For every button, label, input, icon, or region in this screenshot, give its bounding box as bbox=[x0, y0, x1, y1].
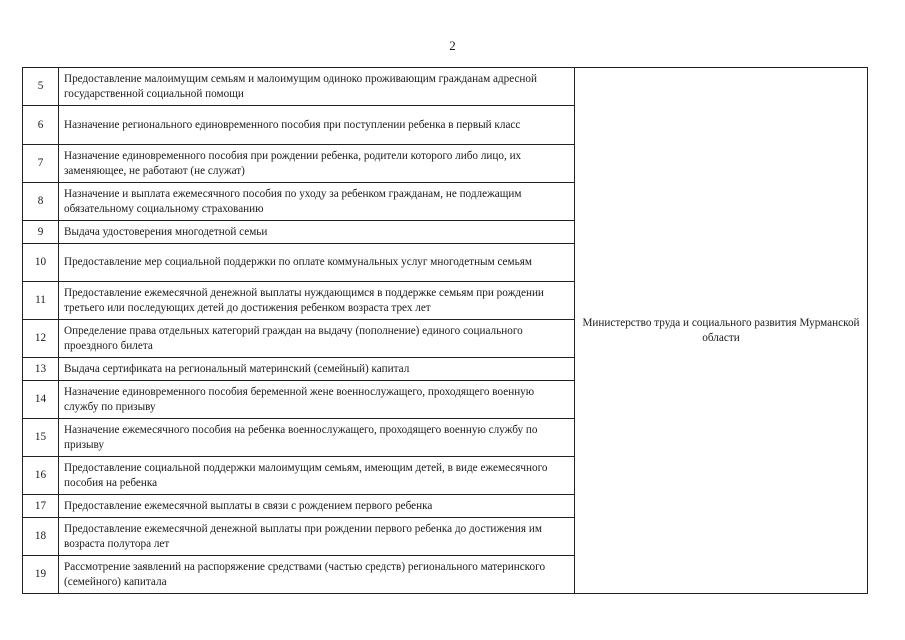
row-number: 14 bbox=[23, 381, 59, 419]
row-number: 10 bbox=[23, 244, 59, 282]
service-name: Выдача сертификата на региональный материнский (семейный) капитал bbox=[59, 358, 575, 381]
row-number: 16 bbox=[23, 457, 59, 495]
service-name: Рассмотрение заявлений на распоряжение средствами (частью средств) регионального материнского (семейного) капитала bbox=[59, 556, 575, 594]
service-name: Предоставление малоимущим семьям и малоимущим одиноко проживающим гражданам адресной государственной социальной помощи bbox=[59, 68, 575, 106]
row-number: 11 bbox=[23, 282, 59, 320]
responsible-organization: Министерство труда и социального развития Мурманской области bbox=[575, 68, 868, 594]
row-number: 12 bbox=[23, 320, 59, 358]
service-name: Предоставление мер социальной поддержки по оплате коммунальных услуг многодетным семьям bbox=[59, 244, 575, 282]
service-name: Назначение регионального единовременного пособия при поступлении ребенка в первый класс bbox=[59, 106, 575, 145]
row-number: 9 bbox=[23, 221, 59, 244]
service-name: Назначение и выплата ежемесячного пособия по уходу за ребенком гражданам, не подлежащим обязательному социальному страхованию bbox=[59, 183, 575, 221]
service-name: Предоставление ежемесячной денежной выплаты нуждающимся в поддержке семьям при рождении третьего или последующих детей до достижения ребенком возраста трех лет bbox=[59, 282, 575, 320]
table-row bbox=[23, 68, 868, 106]
row-number: 13 bbox=[23, 358, 59, 381]
row-number: 15 bbox=[23, 419, 59, 457]
row-number: 19 bbox=[23, 556, 59, 594]
service-name: Назначение единовременного пособия при рождении ребенка, родители которого либо лицо, их заменяющее, не работают (не служат) bbox=[59, 145, 575, 183]
row-number: 5 bbox=[23, 68, 59, 106]
service-name: Назначение единовременного пособия беременной жене военнослужащего, проходящего военную службу по призыву bbox=[59, 381, 575, 419]
row-number: 6 bbox=[23, 106, 59, 145]
row-number: 8 bbox=[23, 183, 59, 221]
row-number: 18 bbox=[23, 518, 59, 556]
service-name: Предоставление ежемесячной выплаты в связи с рождением первого ребенка bbox=[59, 495, 575, 518]
services-table-body bbox=[23, 68, 868, 594]
service-name: Определение права отдельных категорий граждан на выдачу (пополнение) единого социального проездного билета bbox=[59, 320, 575, 358]
services-table bbox=[22, 67, 868, 594]
service-name: Предоставление социальной поддержки малоимущим семьям, имеющим детей, в виде ежемесячного пособия на ребенка bbox=[59, 457, 575, 495]
service-name: Назначение ежемесячного пособия на ребенка военнослужащего, проходящего военную службу по призыву bbox=[59, 419, 575, 457]
page-number: 2 bbox=[449, 38, 456, 53]
service-name: Выдача удостоверения многодетной семьи bbox=[59, 221, 575, 244]
service-name: Предоставление ежемесячной денежной выплаты при рождении первого ребенка до достижения им возраста полутора лет bbox=[59, 518, 575, 556]
row-number: 17 bbox=[23, 495, 59, 518]
row-number: 7 bbox=[23, 145, 59, 183]
